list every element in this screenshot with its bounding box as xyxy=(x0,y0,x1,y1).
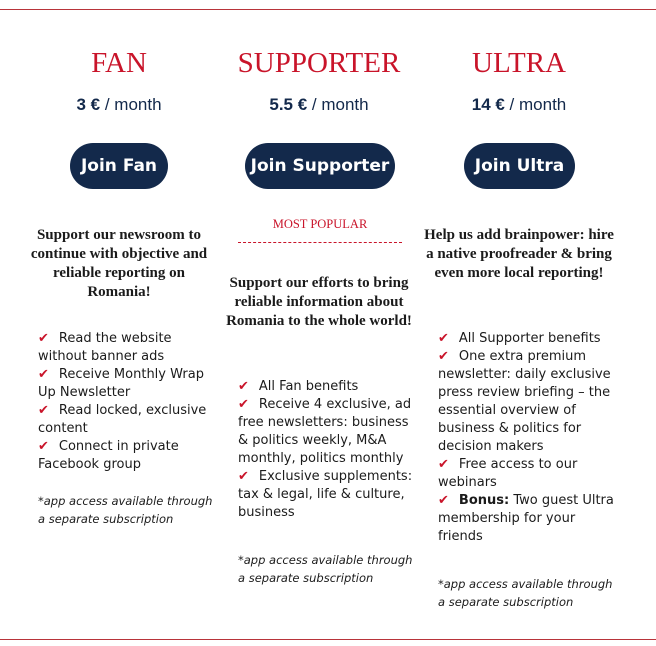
tier-price: 14 € / month xyxy=(471,95,567,114)
join-supporter-button[interactable]: Join Supporter xyxy=(245,143,395,189)
join-ultra-button[interactable]: Join Ultra xyxy=(464,143,575,189)
list-item: ✔ Read locked, exclusive content xyxy=(38,403,207,436)
check-icon: ✔ xyxy=(438,493,449,508)
bonus-label: Bonus: xyxy=(458,493,510,508)
check-icon: ✔ xyxy=(38,331,49,346)
feature-list xyxy=(38,330,218,474)
list-item: ✔ Free access to our webinars xyxy=(438,457,578,490)
list-item: ✔ Read the website without banner ads xyxy=(38,331,172,364)
check-icon: ✔ xyxy=(38,439,49,454)
app-access-note: *app access available through a separate subscription xyxy=(438,577,613,609)
list-item: ✔ Exclusive supplements: tax & legal, life & culture, business xyxy=(238,469,413,520)
bottom-divider xyxy=(0,639,656,640)
tier-title: SUPPORTER xyxy=(237,47,401,79)
tier-title: ULTRA xyxy=(472,47,566,79)
list-item: ✔ Receive 4 exclusive, ad free newsletters: business & politics weekly, M&A monthly, politics monthly xyxy=(238,397,412,466)
list-item: ✔ All Fan benefits xyxy=(238,379,359,394)
most-popular-badge: MOST POPULAR xyxy=(238,216,402,243)
list-item: ✔ All Supporter benefits xyxy=(438,331,601,346)
tier-description: Support our newsroom to continue with objective and reliable reporting on Romania! xyxy=(30,227,208,300)
list-item: ✔ Connect in private Facebook group xyxy=(38,439,179,472)
app-access-note: *app access available through a separate subscription xyxy=(38,494,213,526)
list-item: ✔ Receive Monthly Wrap Up Newsletter xyxy=(38,367,204,400)
check-icon: ✔ xyxy=(438,457,449,472)
app-access-note: *app access available through a separate subscription xyxy=(238,553,413,585)
tier-description: Help us add brainpower: hire a native proofreader & bring even more local reporting! xyxy=(424,227,614,281)
check-icon: ✔ xyxy=(438,331,449,346)
check-icon: ✔ xyxy=(38,403,49,418)
check-icon: ✔ xyxy=(238,469,249,484)
check-icon: ✔ xyxy=(38,367,49,382)
feature-list xyxy=(438,330,618,546)
top-divider xyxy=(0,9,656,10)
tier-price: 5.5 € / month xyxy=(269,95,369,114)
check-icon: ✔ xyxy=(238,397,249,412)
tier-description: Support our efforts to bring reliable information about Romania to the whole world! xyxy=(226,275,412,329)
list-item: ✔ One extra premium newsletter: daily exclusive press review briefing – the essential overview of business & politics for decision makers xyxy=(438,349,611,454)
tier-title: FAN xyxy=(91,47,147,79)
check-icon: ✔ xyxy=(438,349,449,364)
feature-list xyxy=(238,378,418,522)
check-icon: ✔ xyxy=(238,379,249,394)
list-item: ✔ Bonus: Two guest Ultra membership for your friends xyxy=(438,493,614,544)
tier-price: 3 € / month xyxy=(76,95,162,114)
join-fan-button[interactable]: Join Fan xyxy=(70,143,168,189)
